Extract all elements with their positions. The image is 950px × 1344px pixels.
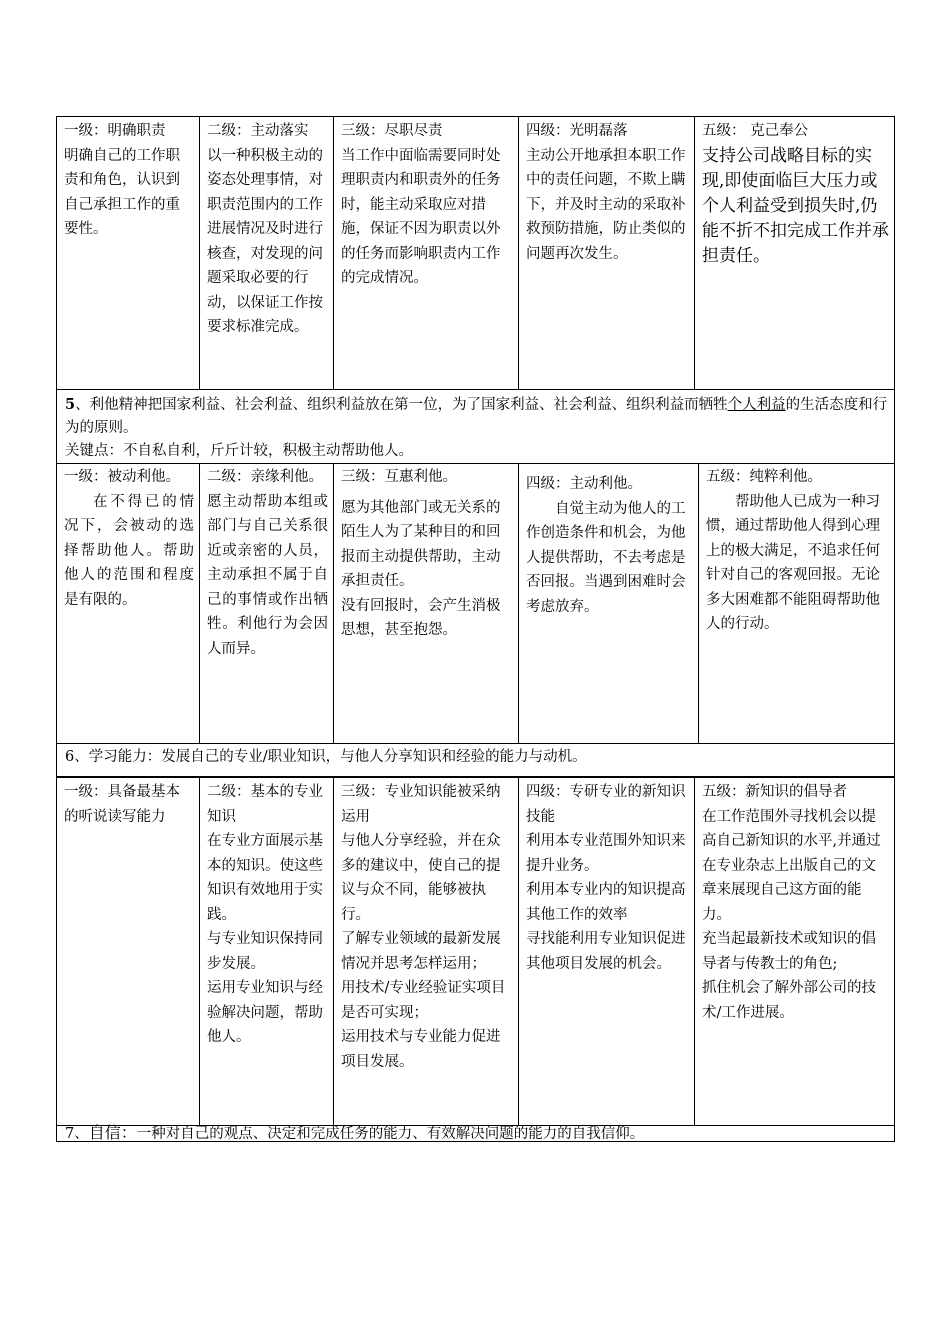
section-learning-header [56,743,895,778]
altruism-level-5-title: 五级：纯粹利他。 [706,469,822,485]
learning-level-1 [57,778,200,1125]
altruism-level-3-title: 三级：互惠利他。 [341,469,457,485]
learning-level-5-title: 五级：新知识的倡导者 [702,784,847,800]
section-confidence-header [56,1125,895,1142]
altruism-level-3-note: 没有回报时，会产生消极思想，甚至抱怨。 [341,597,501,638]
altruism-definition [65,393,888,440]
altruism-level-2-desc: 愿主动帮助本组或部门与自己关系很近或亲密的人员，主动承担不属于自己的事情或作出牺牲。利他行为会因人而异。 [207,493,328,657]
learning-level-5-item: 抓住机会了解外部公司的技术/工作进展。 [702,980,876,1021]
confidence-number: 7、 [65,1126,89,1142]
learning-definition: 6、学习能力：发展自己的专业/职业知识，与他人分享知识和经验的能力与动机。 [65,749,587,765]
section-label: 、利他精神 [75,397,148,413]
learning-level-3-item: 与他人分享经验，并在众多的建议中，使自己的提议与众不同，能够被执行。 [341,833,501,923]
learning-level-4-item: 寻找能利用专业知识促进其他项目发展的机会。 [526,931,686,972]
altruism-level-2 [200,463,334,743]
altruism-level-3 [334,463,519,743]
section-number: 5 [65,396,76,413]
key-points: 关键点：不自私自利，斤斤计较，积极主动帮助他人。 [65,443,413,459]
learning-level-4-item: 利用本专业内的知识提高其他工作的效率 [526,882,686,923]
level-1-title: 一级：明确职责 [64,123,166,139]
altruism-level-5 [699,463,894,743]
table-altruism-levels [56,463,895,744]
level-2-desc: 以一种积极主动的姿态处理事情，对职责范围内的工作进展情况及时进行核查，对发现的问题采取必要的行动，以保证工作按要求标准完成。 [207,147,323,335]
learning-level-2-item: 与专业知识保持同步发展。 [207,931,323,972]
confidence-definition: 一种对自己的观点、决定和完成任务的能力、有效解决问题的能力的自我信仰。 [136,1126,645,1142]
level-2-title: 二级：主动落实 [207,123,309,139]
level-2-cell [200,117,334,389]
level-4-title: 四级：光明磊落 [526,123,628,139]
altruism-level-4 [519,463,699,743]
altruism-level-2-title: 二级：亲缘利他。 [207,469,323,485]
learning-level-4-title: 四级：专研专业的新知识技能 [526,784,686,825]
learning-level-3-item: 了解专业领域的最新发展情况并思考怎样运用； [341,931,501,972]
learning-level-4 [519,778,695,1125]
learning-level-3-item: 用技术/专业经验证实项目是否可实现； [341,980,506,1021]
learning-level-5-item: 在工作范围外寻找机会以提高自己新知识的水平,并通过在专业杂志上出版自己的文章来展现自己这方面的能力。 [702,808,881,923]
learning-level-5-item: 充当起最新技术或知识的倡导者与传教士的角色; [702,931,876,972]
confidence-label: 自信： [88,1123,137,1142]
table-learning-levels [56,778,895,1126]
definition-tail: 的生活态度和行为的原则。 [65,397,888,436]
altruism-level-1 [57,463,200,743]
section-altruism-header [56,390,895,464]
learning-level-3 [334,778,519,1125]
level-3-desc: 当工作中面临需要同时处理职责内和职责外的任务时，能主动采取应对措施，保证不因为职责以外的任务而影响职责内工作的完成情况。 [341,147,501,286]
level-4-desc: 主动公开地承担本职工作中的责任问题，不欺上瞒下，并及时主动的采取补救预防措施，防止类似的问题再次发生。 [526,147,686,262]
underlined-term: 个人利益 [727,397,786,413]
altruism-level-3-desc: 愿为其他部门或无关系的陌生人为了某种目的和回报而主动提供帮助，主动承担责任。 [341,499,501,589]
altruism-level-1-desc: 在不得已的情况下，会被动的选择帮助他人。帮助他人的范围和程度是有限的。 [64,493,194,608]
learning-level-2-item: 在专业方面展示基本的知识。使这些知识有效地用于实践。 [207,833,323,923]
altruism-level-4-title: 四级：主动利他。 [526,476,642,492]
level-3-cell [334,117,519,389]
altruism-level-1-title: 一级：被动利他。 [64,469,180,485]
level-5-desc: 支持公司战略目标的实现,即使面临巨大压力或个人利益受到损失时,仍能不折不扣完成工作并承担责任。 [702,145,889,266]
level-1-desc: 明确自己的工作职责和角色，认识到自己承担工作的重要性。 [64,147,180,237]
level-5-title: 五级： 克己奉公 [702,123,809,139]
altruism-level-4-desc: 自觉主动为他人的工作创造条件和机会，为他人提供帮助，不去考虑是否回报。当遇到困难时会考虑放弃。 [526,500,686,615]
learning-level-3-item: 运用技术与专业能力促进项目发展。 [341,1029,501,1070]
table-responsibility-levels [56,116,895,390]
altruism-level-5-desc: 帮助他人已成为一种习惯，通过帮助他人得到心理上的极大满足，不追求任何针对自己的客观回报。无论多大困难都不能阻碍帮助他人的行动。 [706,493,880,632]
definition-text: 把国家利益、社会利益、组织利益放在第一位，为了国家利益、社会利益、组织利益而牺牲 [147,397,728,413]
learning-level-4-item: 利用本专业范围外知识来提升业务。 [526,833,686,874]
learning-level-2-item: 运用专业知识与经验解决问题，帮助他人。 [207,980,323,1045]
level-3-title: 三级：尽职尽责 [341,123,443,139]
learning-level-2-title: 二级：基本的专业知识 [207,784,323,825]
learning-level-5 [695,778,894,1125]
learning-level-1-title: 一级：具备最基本的听说读写能力 [64,784,180,825]
level-1-cell [57,117,200,389]
learning-level-3-title: 三级：专业知识能被采纳运用 [341,784,501,825]
level-5-cell [695,117,894,389]
level-4-cell [519,117,695,389]
learning-level-2 [200,778,334,1125]
